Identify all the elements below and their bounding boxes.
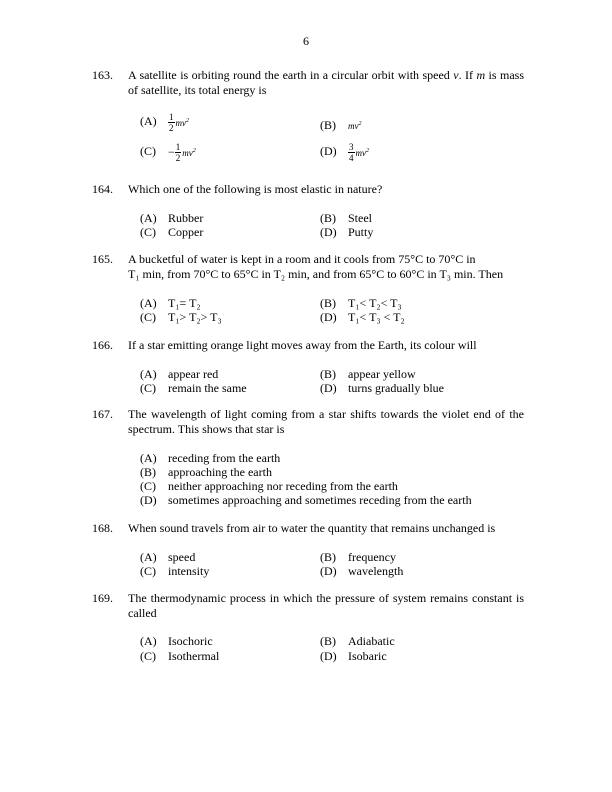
option-c[interactable]: (C) Isothermal	[140, 649, 220, 663]
option-d[interactable]: (D) Putty	[320, 225, 374, 239]
question-text: The wavelength of light coming from a star shifts towards the violet end of the spectrum. This shows that star is	[128, 407, 524, 436]
question-number: 168.	[92, 521, 113, 535]
question-text: Which one of the following is most elastic in nature?	[128, 182, 383, 196]
question-text: The thermodynamic process in which the pressure of system remains constant is called	[128, 591, 524, 620]
option-c[interactable]: (C) − $\frac{1}{2}$ $mv^2$	[140, 142, 196, 163]
question-number: 163.	[92, 68, 113, 82]
option-a[interactable]: (A) $\frac{1}{2}$ $mv^2$	[140, 112, 189, 133]
page-number: 6	[303, 34, 309, 48]
question-164	[92, 182, 524, 239]
option-b[interactable]: (B) $mv^2$	[320, 118, 362, 132]
question-number: 169.	[92, 591, 113, 605]
question-163	[92, 68, 524, 163]
option-c[interactable]: (C) remain the same	[140, 381, 247, 395]
question-168	[92, 521, 524, 578]
option-b[interactable]: (B) appear yellow	[320, 367, 416, 381]
option-c[interactable]: (C) intensity	[140, 564, 210, 578]
question-167	[92, 407, 524, 507]
option-d[interactable]: (D) turns gradually blue	[320, 381, 444, 395]
question-165	[92, 252, 524, 324]
option-c[interactable]: (C) neither approaching nor receding from the earth	[140, 479, 398, 493]
option-b[interactable]: (B) T₁< T₂< T₃	[320, 296, 402, 310]
question-text: When sound travels from air to water the quantity that remains unchanged is	[128, 521, 496, 535]
option-a[interactable]: (A) receding from the earth	[140, 451, 281, 465]
question-number: 164.	[92, 182, 113, 196]
option-a[interactable]: (A) appear red	[140, 367, 219, 381]
option-d[interactable]: (D) sometimes approaching and sometimes receding from the earth	[140, 493, 472, 507]
question-number: 165.	[92, 252, 113, 266]
option-a[interactable]: (A) Isochoric	[140, 634, 213, 648]
question-text: A satellite is orbiting round the earth in a circular orbit with speed v. If m is mass of satellite, its total energy is	[128, 68, 524, 97]
question-text: A bucketful of water is kept in a room and it cools from 75°C to 70°C in T₁ min, from 70°C to 65°C in T₂ min, and from 65°C to 60°C in T₃ min. Then	[128, 252, 504, 281]
option-c[interactable]: (C) T₁> T₂> T₃	[140, 310, 222, 324]
option-c[interactable]: (C) Copper	[140, 225, 204, 239]
option-d[interactable]: (D) $\frac{3}{4}$ $mv^2$	[320, 142, 369, 163]
option-a[interactable]: (A) speed	[140, 550, 196, 564]
option-b[interactable]: (B) approaching the earth	[140, 465, 272, 479]
option-a[interactable]: (A) T₁= T₂	[140, 296, 201, 310]
question-text: If a star emitting orange light moves away from the Earth, its colour will	[128, 338, 477, 352]
option-b[interactable]: (B) frequency	[320, 550, 396, 564]
option-d[interactable]: (D) T₁< T₃ < T₂	[320, 310, 405, 324]
option-a[interactable]: (A) Rubber	[140, 211, 204, 225]
question-number: 166.	[92, 338, 113, 352]
option-d[interactable]: (D) wavelength	[320, 564, 404, 578]
option-d[interactable]: (D) Isobaric	[320, 649, 387, 663]
question-number: 167.	[92, 407, 113, 421]
option-b[interactable]: (B) Steel	[320, 211, 372, 225]
question-169	[92, 591, 524, 663]
question-166	[92, 338, 524, 395]
option-b[interactable]: (B) Adiabatic	[320, 634, 395, 648]
